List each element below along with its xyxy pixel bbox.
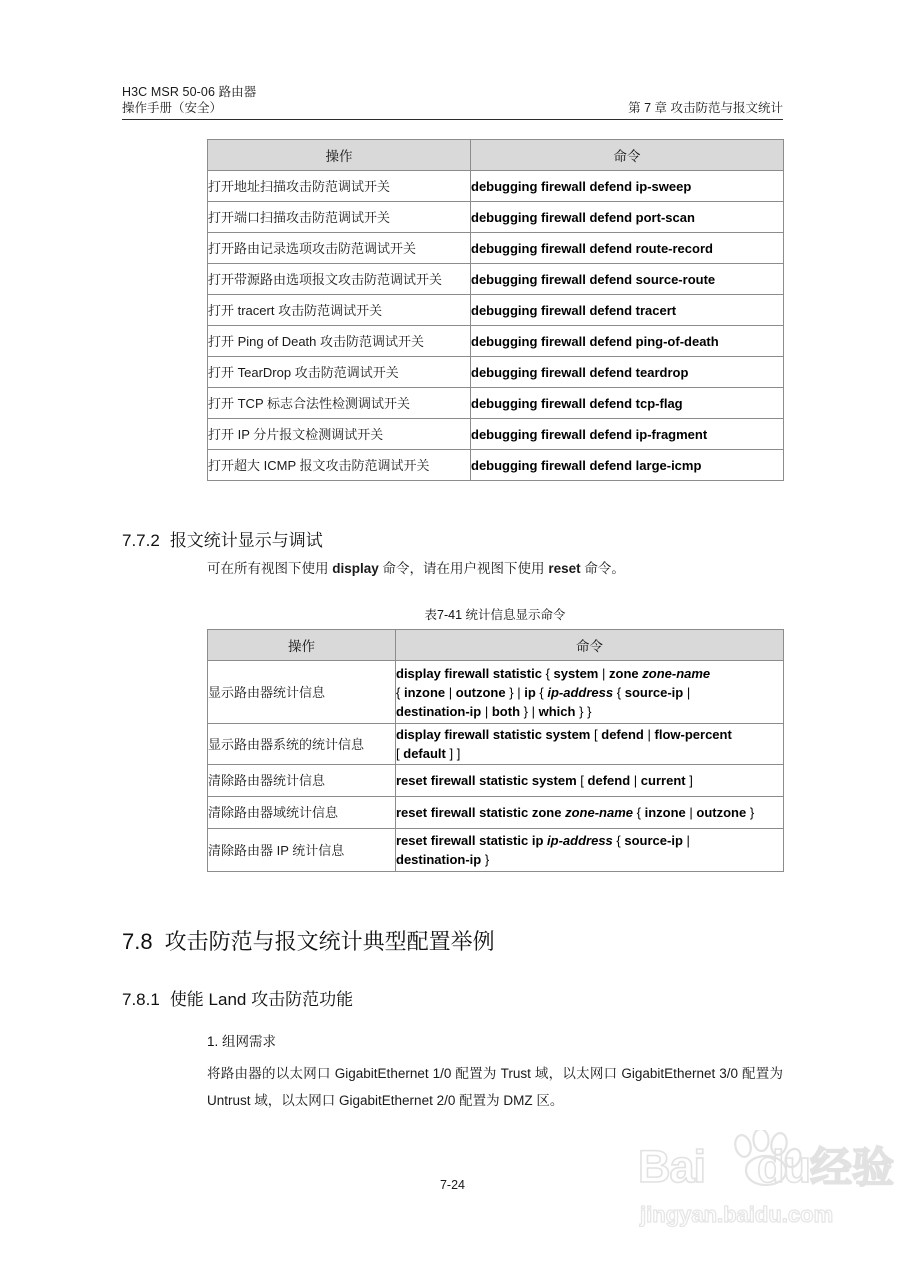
heading-text: 报文统计显示与调试 (169, 531, 323, 550)
heading-number: 7.8.1 (122, 990, 160, 1009)
cell-operation: 打开 TCP 标志合法性检测调试开关 (208, 388, 471, 419)
cell-operation: 打开 TearDrop 攻击防范调试开关 (208, 357, 471, 388)
heading-7-8-1 (122, 985, 353, 1010)
cell-command: debugging firewall defend port-scan (471, 202, 784, 233)
table-row (208, 388, 784, 419)
cell-operation: 打开 IP 分片报文检测调试开关 (208, 419, 471, 450)
table-caption-7-41: 表7-41 统计信息显示命令 (424, 608, 566, 622)
header-manual-title: 操作手册（安全） (122, 101, 223, 115)
cell-command: reset firewall statistic system [ defend | current ] (396, 765, 784, 797)
cell-command: display firewall statistic { system | zone zone-name { inzone | outzone } | ip { ip-address { source-ip | destination-ip | both } | which } } (396, 661, 784, 724)
para-command-reset: reset (548, 561, 581, 576)
heading-text: 攻击防范与报文统计典型配置举例 (164, 929, 495, 954)
cell-command: debugging firewall defend teardrop (471, 357, 784, 388)
table-row (208, 765, 784, 797)
page-number: 7-24 (439, 1178, 466, 1192)
table-row (208, 233, 784, 264)
cell-operation: 显示路由器系统的统计信息 (208, 724, 396, 765)
table-header-row (208, 630, 784, 661)
watermark-brand-bai: Bai (638, 1141, 706, 1192)
table-row (208, 326, 784, 357)
cell-command: debugging firewall defend route-record (471, 233, 784, 264)
heading-text: 使能 Land 攻击防范功能 (169, 990, 354, 1009)
para-command-display: display (332, 561, 379, 576)
heading-number: 7.7.2 (122, 531, 160, 550)
cell-command: reset firewall statistic ip ip-address { source-ip | destination-ip } (396, 829, 784, 872)
column-header-operation: 操作 (208, 140, 471, 171)
watermark-url: jingyan.baidu.com (640, 1202, 834, 1227)
cell-operation: 打开 Ping of Death 攻击防范调试开关 (208, 326, 471, 357)
table-row (208, 450, 784, 481)
cell-command: debugging firewall defend ip-fragment (471, 419, 784, 450)
table-row (208, 724, 784, 765)
table-display-commands (207, 629, 784, 872)
table-row (208, 829, 784, 872)
header-rule (122, 119, 783, 120)
column-header-operation: 操作 (208, 630, 396, 661)
paragraph-7-7-2 (207, 556, 783, 581)
cell-operation: 打开超大 ICMP 报文攻击防范调试开关 (208, 450, 471, 481)
table-row (208, 357, 784, 388)
heading-7-7-2 (122, 526, 323, 551)
table-row (208, 171, 784, 202)
subheading-networking-requirements: 1. 组网需求 (207, 1034, 277, 1049)
column-header-command: 命令 (471, 140, 784, 171)
cell-command: debugging firewall defend ping-of-death (471, 326, 784, 357)
table-row (208, 295, 784, 326)
cell-command: debugging firewall defend ip-sweep (471, 171, 784, 202)
cell-command: debugging firewall defend source-route (471, 264, 784, 295)
table-header-row (208, 140, 784, 171)
header-second-line (122, 100, 783, 118)
cell-command: reset firewall statistic zone zone-name { inzone | outzone } (396, 797, 784, 829)
para-text-3: 命令。 (580, 561, 625, 576)
para-text-1: 可在所有视图下使用 (207, 561, 333, 576)
cell-operation: 打开路由记录选项攻击防范调试开关 (208, 233, 471, 264)
header-product-line: H3C MSR 50-06 路由器 (122, 85, 257, 99)
table-row (208, 202, 784, 233)
cell-command: display firewall statistic system [ defend | flow-percent [ default ] ] (396, 724, 784, 765)
heading-number: 7.8 (122, 929, 153, 954)
cell-operation: 清除路由器统计信息 (208, 765, 396, 797)
cell-command: debugging firewall defend tracert (471, 295, 784, 326)
cell-operation: 显示路由器统计信息 (208, 661, 396, 724)
watermark-brand-cn: 经验 (810, 1144, 895, 1191)
header-chapter-title: 第 7 章 攻击防范与报文统计 (628, 101, 783, 115)
heading-7-8 (122, 925, 495, 956)
cell-command: debugging firewall defend large-icmp (471, 450, 784, 481)
cell-operation: 打开地址扫描攻击防范调试开关 (208, 171, 471, 202)
cell-operation: 清除路由器 IP 统计信息 (208, 829, 396, 872)
table-row (208, 419, 784, 450)
paragraph-networking-requirements: 将路由器的以太网口 GigabitEthernet 1/0 配置为 Trust 域，以太网口 GigabitEthernet 3/0 配置为 Untrust 域，以太网口 GigabitEthernet 2/0 配置为 DMZ 区。 (207, 1066, 783, 1108)
cell-command: debugging firewall defend tcp-flag (471, 388, 784, 419)
table-row (208, 661, 784, 724)
cell-operation: 打开 tracert 攻击防范调试开关 (208, 295, 471, 326)
watermark-brand-du: du (757, 1141, 811, 1192)
para-text-2: 命令，请在用户视图下使用 (378, 561, 549, 576)
table-debugging-switches (207, 139, 784, 481)
table-row (208, 264, 784, 295)
cell-operation: 打开带源路由选项报文攻击防范调试开关 (208, 264, 471, 295)
table-row (208, 797, 784, 829)
cell-operation: 清除路由器域统计信息 (208, 797, 396, 829)
column-header-command: 命令 (396, 630, 784, 661)
cell-operation: 打开端口扫描攻击防范调试开关 (208, 202, 471, 233)
running-header (122, 84, 783, 118)
